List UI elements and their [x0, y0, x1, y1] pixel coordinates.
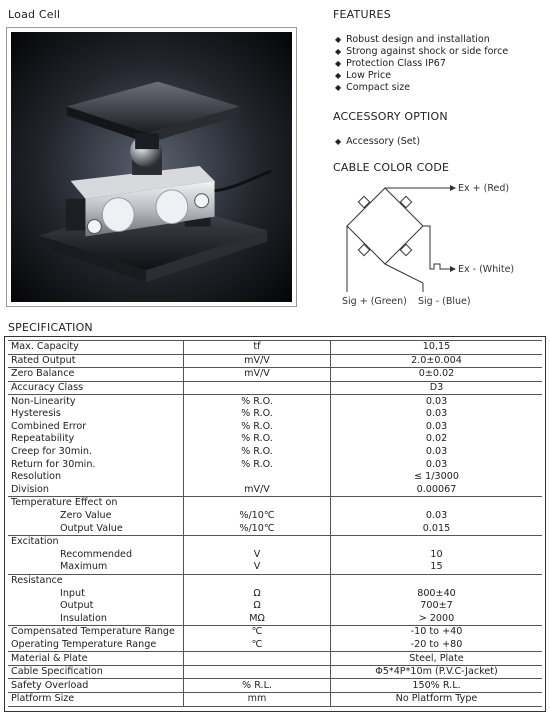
spec-row: [8, 381, 542, 395]
spec-label: Output Value: [8, 522, 184, 535]
spec-row: [8, 341, 542, 355]
spec-row: [8, 522, 542, 535]
spec-label: Resistance: [8, 574, 184, 587]
spec-row: [8, 535, 542, 548]
product-title: Load Cell: [8, 8, 61, 21]
features-list: [335, 34, 508, 94]
spec-label: Accuracy Class: [8, 381, 184, 395]
spec-row: [8, 626, 542, 639]
accessory-list: [335, 136, 420, 148]
spec-unit: [184, 652, 331, 666]
spec-unit: [184, 574, 331, 587]
spec-value: 800±40: [417, 587, 456, 599]
spec-row: [8, 446, 542, 459]
specification-table-frame: [4, 336, 546, 712]
spec-value: 15: [430, 561, 443, 573]
spec-value: > 2000: [418, 612, 455, 624]
spec-value: ≤ 1/3000: [414, 471, 459, 483]
ex-plus-label: Ex + (Red): [458, 183, 510, 194]
spec-label: Excitation: [8, 535, 184, 548]
spec-row: [8, 421, 542, 434]
spec-label: Resolution: [8, 471, 184, 484]
spec-label: Rated Output: [8, 354, 184, 368]
spec-row: [8, 458, 542, 471]
spec-row: [8, 574, 542, 587]
spec-label: Cable Specification: [8, 665, 184, 679]
spec-unit: V: [184, 561, 331, 574]
spec-label: Platform Size: [8, 693, 184, 707]
spec-value: 10: [430, 548, 443, 560]
spec-row: [8, 587, 542, 600]
spec-value: No Platform Type: [331, 693, 543, 707]
spec-row: [8, 368, 542, 382]
spec-label: Return for 30min.: [8, 458, 184, 471]
spec-value: [331, 574, 543, 587]
spec-unit: ℃: [184, 639, 331, 652]
spec-label: Combined Error: [8, 421, 184, 434]
spec-label: Non-Linearity: [8, 395, 184, 408]
spec-unit: Ω: [184, 587, 331, 600]
spec-unit: % R.O.: [184, 421, 331, 434]
spec-value: 0.03: [425, 458, 448, 470]
feature-item: ◆ Low Price: [335, 70, 508, 82]
accessory-heading: ACCESSORY OPTION: [333, 110, 448, 123]
features-heading: FEATURES: [333, 8, 391, 21]
spec-row: [8, 639, 542, 652]
spec-unit: %/10℃: [184, 510, 331, 523]
spec-unit: % R.O.: [184, 446, 331, 459]
spec-unit: [184, 535, 331, 548]
spec-value: 0.03: [425, 408, 448, 420]
spec-unit: mm: [184, 693, 331, 707]
spec-unit: mV/V: [184, 354, 331, 368]
spec-value: [331, 535, 543, 548]
spec-value: Φ5*4P*10m (P.V.C-Jacket): [331, 665, 543, 679]
load-cell-photo: [11, 32, 292, 302]
spec-label: Zero Value: [8, 510, 184, 523]
spec-value: 0.015: [422, 522, 451, 534]
feature-item: ◆ Protection Class IP67: [335, 58, 508, 70]
spec-row: [8, 510, 542, 523]
spec-value: 0.02: [425, 433, 448, 445]
spec-row: [8, 612, 542, 625]
spec-value: [331, 497, 543, 510]
spec-row: [8, 395, 542, 408]
spec-label: Maximum: [8, 561, 184, 574]
spec-unit: MΩ: [184, 612, 331, 625]
spec-value: 700±7: [420, 600, 453, 612]
spec-label: Recommended: [8, 549, 184, 562]
spec-unit: tf: [184, 341, 331, 355]
product-photo-frame: [6, 27, 297, 307]
spec-value: 0.03: [425, 420, 448, 432]
spec-value: -10 to +40: [331, 626, 543, 639]
spec-value: Steel, Plate: [331, 652, 543, 666]
spec-row: [8, 693, 542, 707]
spec-row: [8, 471, 542, 484]
spec-row: [8, 354, 542, 368]
spec-unit: [184, 497, 331, 510]
spec-value: 10,15: [331, 341, 543, 355]
spec-label: Insulation: [8, 612, 184, 625]
spec-unit: Ω: [184, 600, 331, 613]
spec-unit: [184, 381, 331, 395]
sig-plus-label: Sig + (Green): [342, 296, 407, 307]
wiring-diagram: [330, 175, 545, 310]
accessory-item: ◆ Accessory (Set): [335, 136, 420, 148]
spec-value: -20 to +80: [410, 638, 463, 650]
spec-label: Repeatability: [8, 433, 184, 446]
spec-unit: % R.O.: [184, 408, 331, 421]
feature-item: ◆ Robust design and installation: [335, 34, 508, 46]
specification-heading: SPECIFICATION: [8, 321, 93, 334]
specification-table: [8, 340, 542, 707]
ex-minus-label: Ex - (White): [458, 264, 515, 275]
feature-item: ◆ Strong against shock or side force: [335, 46, 508, 58]
spec-unit: [184, 471, 331, 484]
spec-value: D3: [331, 381, 543, 395]
spec-unit: mV/V: [184, 484, 331, 497]
spec-label: Division: [8, 484, 184, 497]
spec-label: Operating Temperature Range: [8, 639, 184, 652]
spec-row: [8, 561, 542, 574]
spec-value: 2.0±0.004: [331, 354, 543, 368]
spec-unit: % R.O.: [184, 458, 331, 471]
spec-unit: %/10℃: [184, 522, 331, 535]
spec-unit: % R.L.: [184, 679, 331, 693]
spec-unit: % R.O.: [184, 433, 331, 446]
spec-label: Temperature Effect on: [8, 497, 184, 510]
spec-label: Compensated Temperature Range: [8, 626, 184, 639]
spec-unit: V: [184, 549, 331, 562]
cable-color-heading: CABLE COLOR CODE: [333, 161, 450, 174]
spec-row: [8, 484, 542, 497]
spec-unit: mV/V: [184, 368, 331, 382]
sig-minus-label: Sig - (Blue): [418, 296, 471, 307]
spec-value: 0±0.02: [331, 368, 543, 382]
spec-value: 0.03: [425, 510, 448, 522]
spec-row: [8, 433, 542, 446]
spec-unit: [184, 665, 331, 679]
spec-row: [8, 549, 542, 562]
spec-row: [8, 652, 542, 666]
spec-value: 0.03: [331, 395, 543, 408]
spec-row: [8, 679, 542, 693]
spec-label: Zero Balance: [8, 368, 184, 382]
spec-label: Hysteresis: [8, 408, 184, 421]
spec-label: Safety Overload: [8, 679, 184, 693]
spec-label: Input: [8, 587, 184, 600]
spec-label: Material & Plate: [8, 652, 184, 666]
spec-label: Max. Capacity: [8, 341, 184, 355]
spec-row: [8, 665, 542, 679]
spec-value: 0.03: [425, 446, 448, 458]
spec-value: 150% R.L.: [331, 679, 543, 693]
spec-label: Output: [8, 600, 184, 613]
feature-item: ◆ Compact size: [335, 82, 508, 94]
spec-unit: % R.O.: [184, 395, 331, 408]
spec-value: 0.00067: [416, 483, 457, 495]
spec-row: [8, 408, 542, 421]
spec-row: [8, 600, 542, 613]
spec-label: Creep for 30min.: [8, 446, 184, 459]
spec-unit: ℃: [184, 626, 331, 639]
spec-row: [8, 497, 542, 510]
